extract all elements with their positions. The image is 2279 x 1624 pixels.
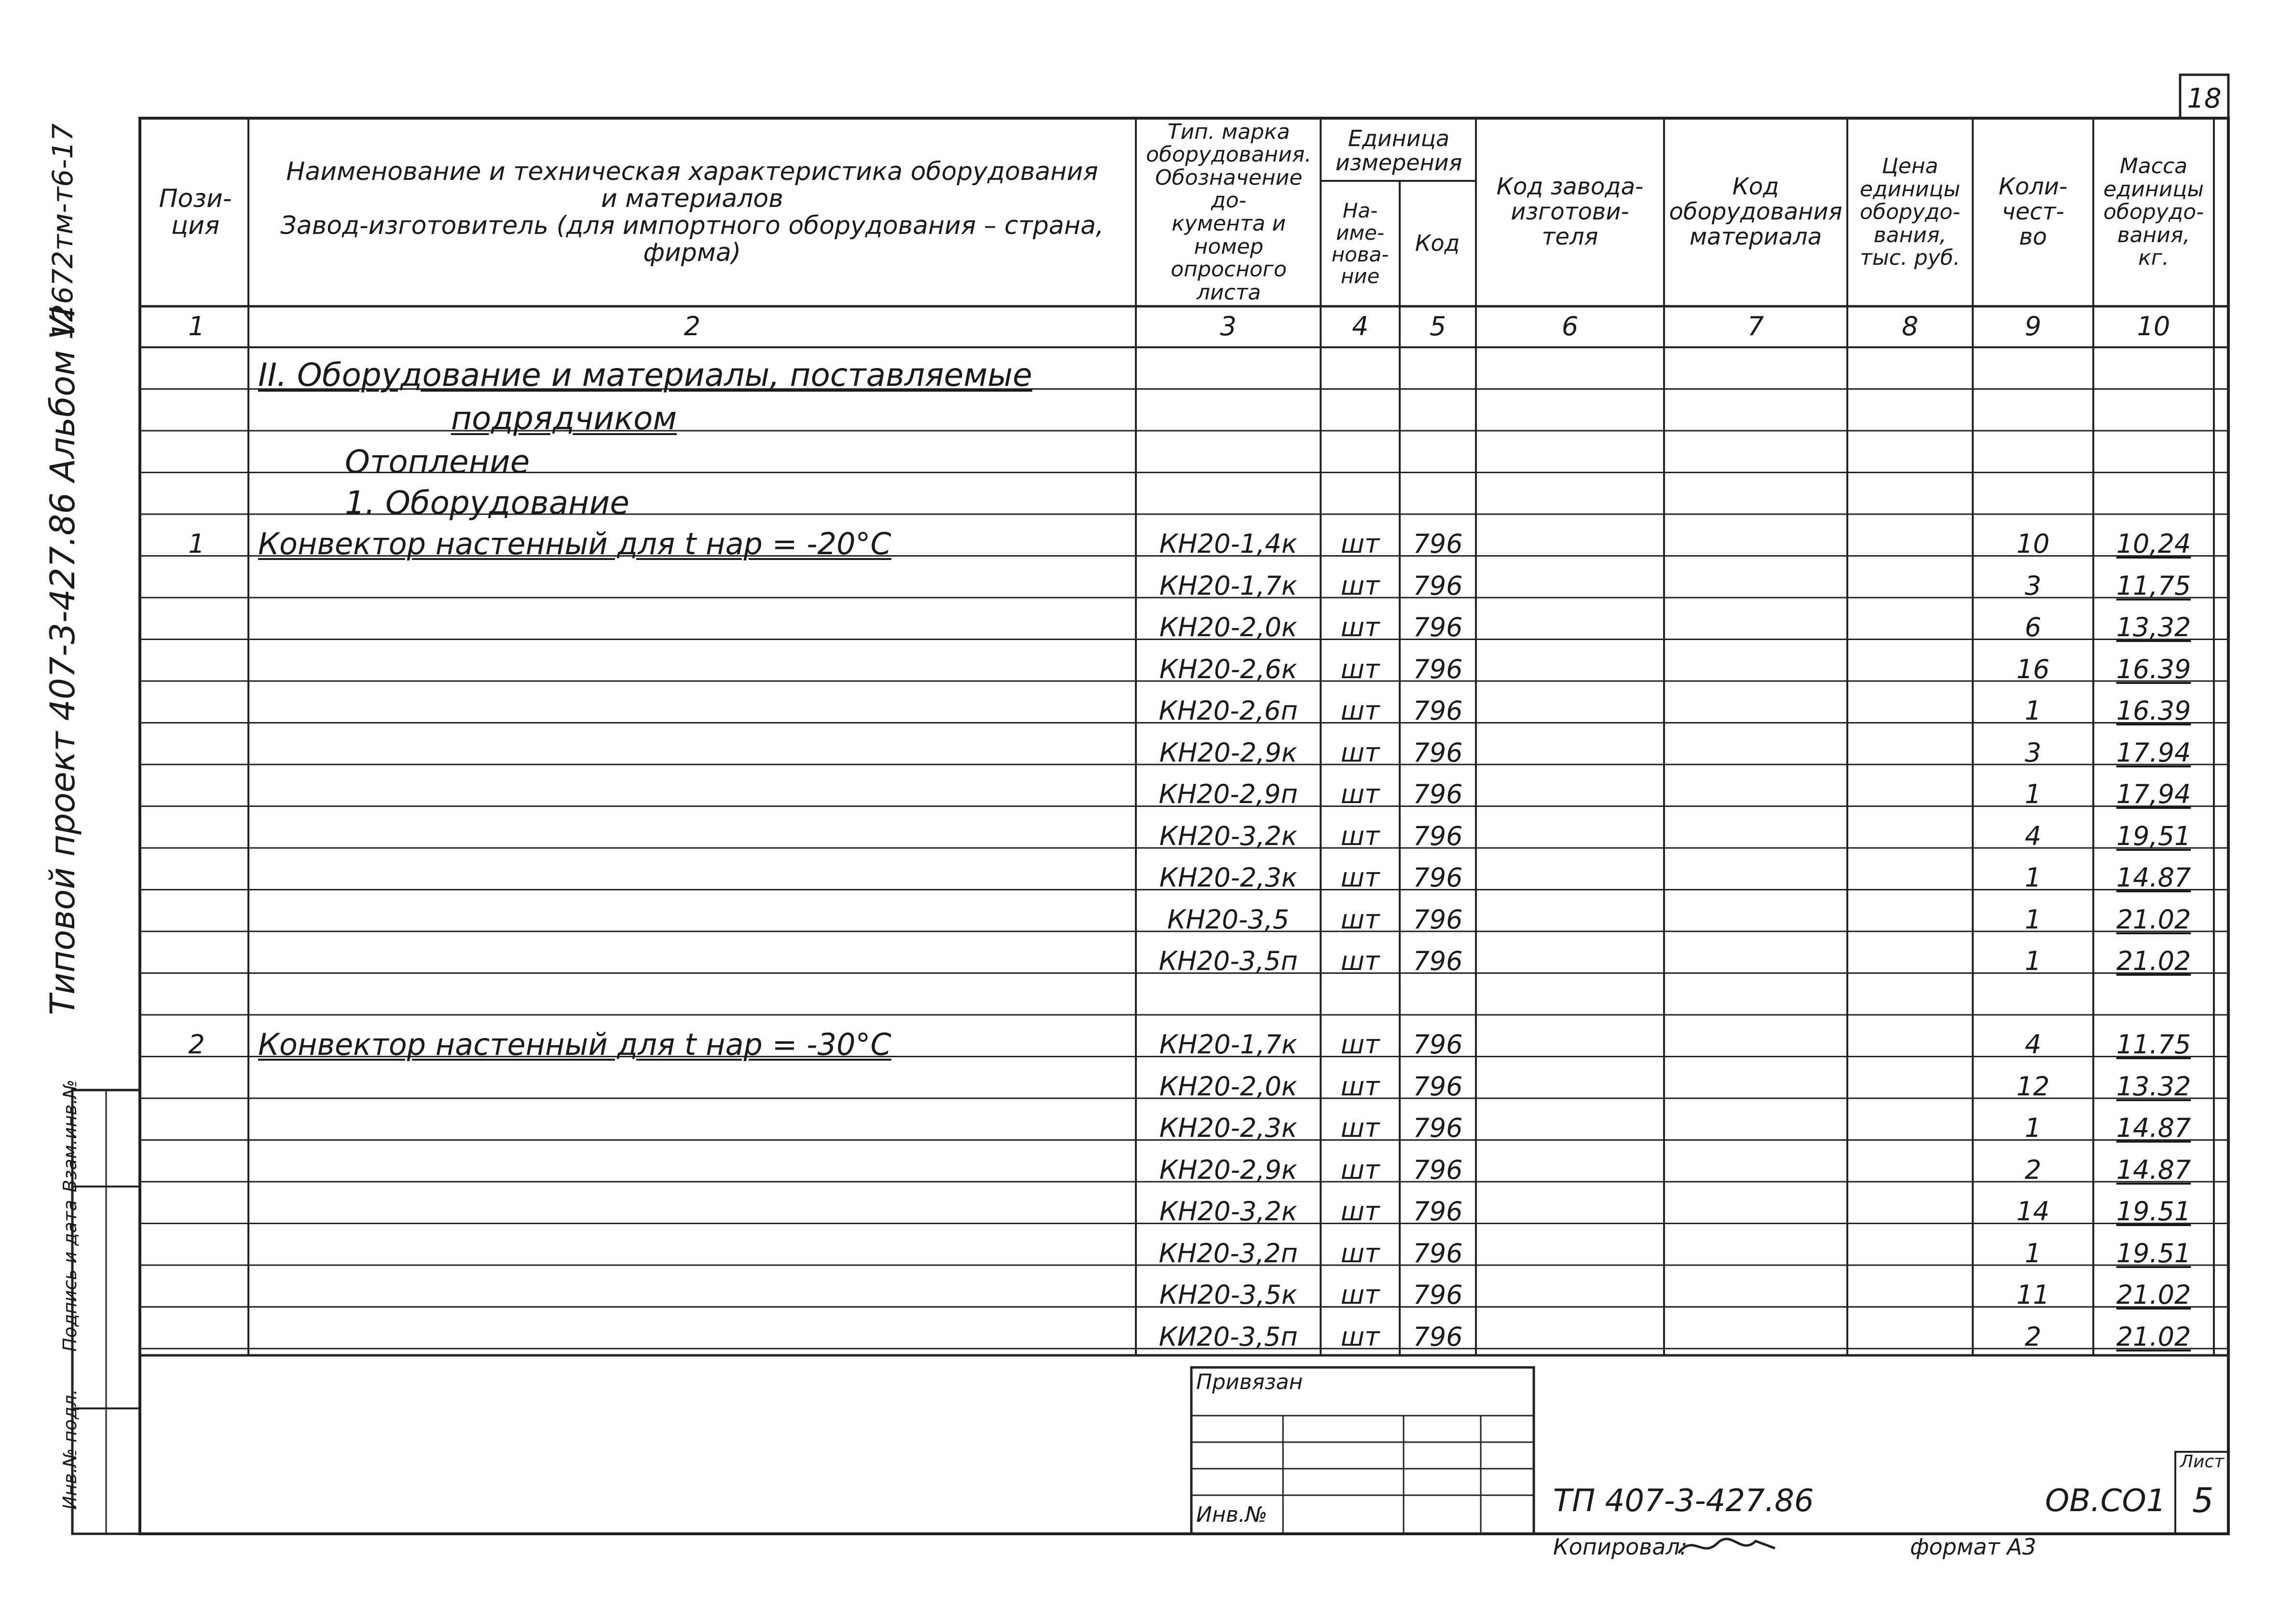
row-mass: 10,24 <box>2116 529 2191 560</box>
row-type-mark: КН20-1,7к <box>1159 570 1297 601</box>
stamp-inv-label: Инв.№ <box>1196 1502 1268 1527</box>
row-unit-code: 796 <box>1413 904 1463 935</box>
row-mass: 14.87 <box>2116 1113 2191 1144</box>
row-unit-code: 796 <box>1413 570 1463 601</box>
stamp-list-label: Лист <box>2180 1452 2224 1472</box>
row-quantity: 16 <box>2016 654 2050 684</box>
row-name <box>258 941 1136 983</box>
row-unit-name: шт <box>1340 612 1380 643</box>
stamp-copied-label: Копировал: <box>1553 1534 1688 1560</box>
row-mass: 11,75 <box>2116 570 2191 601</box>
row-unit-code: 796 <box>1413 654 1463 684</box>
row-mass: 16.39 <box>2116 654 2191 684</box>
row-mass: 21.02 <box>2116 1321 2191 1352</box>
row-quantity: 14 <box>2016 1196 2050 1227</box>
row-quantity: 12 <box>2016 1071 2050 1102</box>
row-name <box>258 1191 1136 1233</box>
row-position <box>145 690 248 732</box>
row-mass: 21.02 <box>2116 946 2191 977</box>
row-position <box>145 1316 248 1358</box>
row-quantity: 1 <box>2024 779 2042 810</box>
row-unit-name: шт <box>1340 820 1380 851</box>
row-position <box>145 899 248 941</box>
header-unit-group: Единица измерения <box>1335 125 1462 176</box>
stamp-list-number: 5 <box>2192 1481 2214 1520</box>
row-type-mark: КН20-3,2п <box>1159 1238 1298 1269</box>
row-unit-code: 796 <box>1413 1154 1463 1185</box>
row-position <box>145 774 248 816</box>
row-quantity: 2 <box>2024 1154 2042 1185</box>
row-position <box>145 1107 248 1149</box>
row-name <box>258 1066 1136 1108</box>
row-mass: 14.87 <box>2116 1154 2191 1185</box>
row-type-mark: КН20-2,3к <box>1159 1113 1297 1144</box>
header-name: Наименование и техническая характеристика оборудования и материалов Завод-изготовитель (для импортного оборудования – страна, фирма) <box>280 157 1104 268</box>
row-type-mark: КН20-3,2к <box>1159 820 1297 851</box>
column-number-2: 2 <box>683 311 701 342</box>
row-unit-code: 796 <box>1413 1071 1463 1102</box>
row-unit-code: 796 <box>1413 696 1463 726</box>
column-number-1: 1 <box>188 311 205 342</box>
row-mass: 17,94 <box>2116 779 2191 810</box>
row-mass: 19.51 <box>2116 1196 2191 1227</box>
row-unit-code: 796 <box>1413 946 1463 977</box>
row-unit-code: 796 <box>1413 1029 1463 1060</box>
section-title-line2: подрядчиком <box>451 399 677 437</box>
row-name <box>258 649 1136 691</box>
column-number-5: 5 <box>1429 311 1447 342</box>
header-mass: Масса единицы оборудо- вания, кг. <box>2103 154 2204 271</box>
row-unit-name: шт <box>1340 1154 1380 1185</box>
column-number-9: 9 <box>2024 311 2042 342</box>
row-name <box>258 1149 1136 1191</box>
row-quantity: 1 <box>2024 1113 2042 1144</box>
row-unit-code: 796 <box>1413 612 1463 643</box>
row-position: 1 <box>188 529 205 560</box>
section-subtitle: Отопление <box>345 443 530 480</box>
row-mass: 17.94 <box>2116 737 2191 768</box>
header-unit-code: Код <box>1415 230 1460 257</box>
row-unit-name: шт <box>1340 779 1380 810</box>
row-unit-name: шт <box>1340 1238 1380 1269</box>
row-unit-code: 796 <box>1413 1321 1463 1352</box>
row-type-mark: КН20-2,9п <box>1159 779 1298 810</box>
row-name <box>258 1316 1136 1358</box>
row-mass: 13,32 <box>2116 612 2191 643</box>
row-unit-name <box>1321 983 1400 1024</box>
header-position: Пози- ция <box>159 184 232 240</box>
row-unit-name: шт <box>1340 696 1380 726</box>
row-mass: 19.51 <box>2116 1238 2191 1269</box>
row-type-mark: КН20-2,6к <box>1159 654 1297 684</box>
row-position <box>145 732 248 774</box>
row-unit-name: шт <box>1340 862 1380 893</box>
row-name <box>258 983 1136 1024</box>
row-unit-name: шт <box>1340 529 1380 560</box>
column-number-10: 10 <box>2137 311 2170 342</box>
row-unit-name: шт <box>1340 1071 1380 1102</box>
row-mass: 21.02 <box>2116 904 2191 935</box>
row-unit-name: шт <box>1340 1321 1380 1352</box>
row-type-mark: КН20-2,9к <box>1159 1154 1297 1185</box>
row-type-mark: КН20-3,5 <box>1167 904 1290 935</box>
row-unit-code: 796 <box>1413 779 1463 810</box>
row-unit-name: шт <box>1340 946 1380 977</box>
row-unit-name: шт <box>1340 1196 1380 1227</box>
stamp-doc-number: ТП 407-3-427.86 <box>1553 1483 1814 1519</box>
row-type-mark: КН20-3,5к <box>1159 1280 1297 1310</box>
row-type-mark: КН20-3,2к <box>1159 1196 1297 1227</box>
row-unit-code: 796 <box>1413 737 1463 768</box>
row-name <box>258 1107 1136 1149</box>
row-unit-code: 796 <box>1413 862 1463 893</box>
row-mass: 11.75 <box>2116 1029 2191 1060</box>
row-position <box>145 941 248 983</box>
row-position <box>145 983 248 1024</box>
row-unit-code: 796 <box>1413 1113 1463 1144</box>
row-unit-code: 796 <box>1413 1280 1463 1310</box>
row-mass: 16.39 <box>2116 696 2191 726</box>
row-type-mark <box>1136 983 1321 1024</box>
side-stamp-label-replace: Взам.инв.№ <box>59 1079 81 1192</box>
row-position <box>145 816 248 858</box>
row-name <box>258 690 1136 732</box>
row-quantity: 2 <box>2024 1321 2042 1352</box>
stamp-format-label: формат А3 <box>1910 1534 2036 1560</box>
row-quantity: 4 <box>2024 820 2042 851</box>
row-mass: 21.02 <box>2116 1280 2191 1310</box>
row-quantity: 3 <box>2024 570 2042 601</box>
row-unit-code: 796 <box>1413 529 1463 560</box>
side-project-title: Типовой проект 407-3-427.86 Альбом VI <box>43 306 82 1015</box>
row-quantity: 4 <box>2024 1029 2042 1060</box>
row-unit-code: 796 <box>1413 1196 1463 1227</box>
row-position <box>145 1274 248 1316</box>
column-number-4: 4 <box>1351 311 1369 342</box>
row-type-mark: КН20-1,7к <box>1159 1029 1297 1060</box>
row-position <box>145 1191 248 1233</box>
side-stamp-label-inventory: Инв.№ подл. <box>59 1389 81 1510</box>
section-title-line1: II. Оборудование и материалы, поставляемые <box>258 356 1033 394</box>
row-type-mark: КН20-2,6п <box>1159 696 1298 726</box>
row-type-mark: КН20-3,5п <box>1159 946 1298 977</box>
row-unit-code: 796 <box>1413 1238 1463 1269</box>
column-number-7: 7 <box>1747 311 1764 342</box>
row-unit-code: 796 <box>1413 820 1463 851</box>
row-name <box>258 607 1136 649</box>
header-unit-name: На- име- нова- ние <box>1331 199 1389 288</box>
row-unit-code <box>1400 983 1476 1024</box>
header-quantity: Коли- чест- во <box>1998 173 2068 250</box>
section-group: 1. Оборудование <box>345 484 629 521</box>
row-position: 2 <box>188 1029 205 1060</box>
row-position <box>145 565 248 607</box>
row-name: Конвектор настенный для t нар = -30°С <box>258 1026 891 1062</box>
header-price: Цена единицы оборудо- вания, тыс. руб. <box>1859 154 1961 271</box>
row-position <box>145 857 248 899</box>
row-quantity: 1 <box>2024 946 2042 977</box>
row-quantity: 11 <box>2016 1280 2050 1310</box>
row-mass <box>2093 983 2214 1024</box>
row-name <box>258 732 1136 774</box>
row-quantity: 1 <box>2024 904 2042 935</box>
row-unit-name: шт <box>1340 1029 1380 1060</box>
row-type-mark: КН20-2,9к <box>1159 737 1297 768</box>
row-quantity: 10 <box>2016 529 2050 560</box>
stamp-privyazan: Привязан <box>1196 1370 1303 1394</box>
row-unit-name: шт <box>1340 737 1380 768</box>
row-position <box>145 607 248 649</box>
row-name <box>258 899 1136 941</box>
row-unit-name: шт <box>1340 570 1380 601</box>
row-type-mark: КН20-2,0к <box>1159 1071 1297 1102</box>
row-type-mark: КИ20-3,5п <box>1159 1321 1298 1352</box>
row-name <box>258 1274 1136 1316</box>
row-quantity: 1 <box>2024 1238 2042 1269</box>
row-quantity: 1 <box>2024 696 2042 726</box>
side-stamp-label-signature: Подпись и дата <box>59 1200 81 1352</box>
row-quantity: 6 <box>2024 612 2042 643</box>
row-position <box>145 1149 248 1191</box>
column-number-6: 6 <box>1561 311 1579 342</box>
row-position <box>145 1066 248 1108</box>
row-mass: 14.87 <box>2116 862 2191 893</box>
row-mass: 13.32 <box>2116 1071 2191 1102</box>
row-type-mark: КН20-2,0к <box>1159 612 1297 643</box>
row-quantity: 3 <box>2024 737 2042 768</box>
row-name <box>258 1233 1136 1275</box>
row-unit-name: шт <box>1340 1280 1380 1310</box>
header-type: Тип. марка оборудования. Обозначение до- кумента и номер опросного листа <box>1146 119 1311 305</box>
header-factory-code: Код завода- изготови- теля <box>1496 173 1644 250</box>
row-type-mark: КН20-1,4к <box>1159 529 1297 560</box>
sheet-number: 18 <box>2187 82 2222 114</box>
stamp-sheet-code: ОВ.СО1 <box>2045 1483 2166 1519</box>
side-doc-code: 12672тм-т6-17 <box>46 123 79 340</box>
row-name <box>258 774 1136 816</box>
row-unit-name: шт <box>1340 1113 1380 1144</box>
row-name <box>258 857 1136 899</box>
row-name: Конвектор настенный для t нар = -20°С <box>258 526 891 561</box>
row-unit-name: шт <box>1340 654 1380 684</box>
row-position <box>145 649 248 691</box>
row-type-mark: КН20-2,3к <box>1159 862 1297 893</box>
row-unit-name: шт <box>1340 904 1380 935</box>
row-name <box>258 816 1136 858</box>
copier-signature <box>1674 1529 1780 1569</box>
column-number-8: 8 <box>1901 311 1919 342</box>
row-name <box>258 565 1136 607</box>
row-mass: 19,51 <box>2116 820 2191 851</box>
column-number-3: 3 <box>1220 311 1237 342</box>
row-quantity <box>1973 983 2093 1024</box>
row-position <box>145 1233 248 1275</box>
row-quantity: 1 <box>2024 862 2042 893</box>
header-equipment-code: Код оборудования материала <box>1669 173 1842 250</box>
